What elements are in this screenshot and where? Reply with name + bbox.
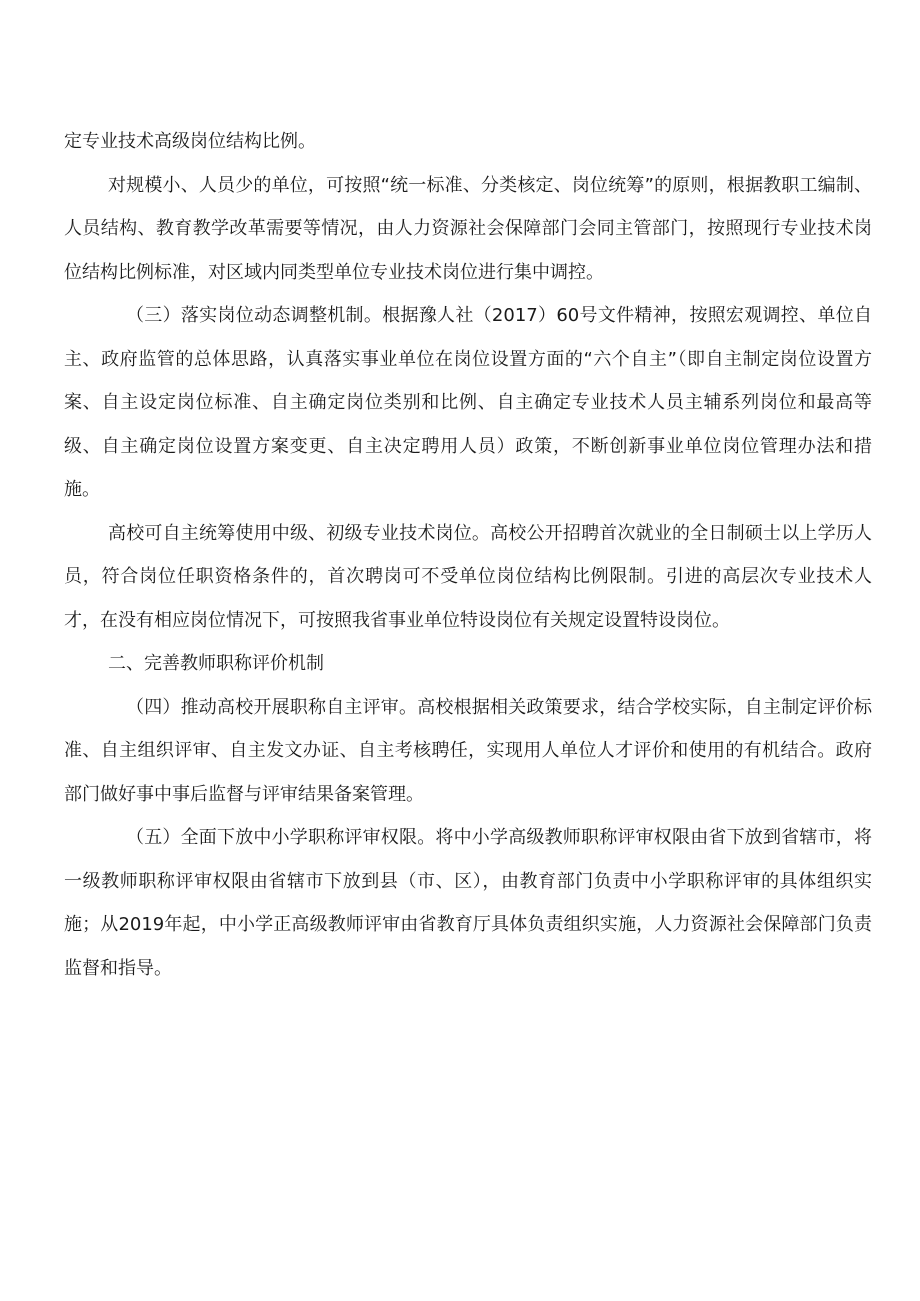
paragraph-section-five: （五）全面下放中小学职称评审权限。将中小学高级教师职称评审权限由省下放到省辖市，将一级教师职称评审权限由省辖市下放到县（市、区），由教育部门负责中小学职称评审的具体组织实施；从2019年起，中小学正高级教师评审由省教育厅具体负责组织实施，人力资源社会保障部门负责监督和指导。	[64, 827, 872, 979]
section-heading-two: 二、完善教师职称评价机制	[108, 653, 324, 674]
paragraph-universities: 高校可自主统筹使用中级、初级专业技术岗位。高校公开招聘首次就业的全日制硕士以上学历人员，符合岗位任职资格条件的，首次聘岗可不受单位岗位结构比例限制。引进的高层次专业技术人才，在没有相应岗位情况下，可按照我省事业单位特设岗位有关规定设置特设岗位。	[64, 522, 872, 631]
paragraph-small-units: 对规模小、人员少的单位，可按照“统一标准、分类核定、岗位统筹”的原则，根据教职工编制、人员结构、教育教学改革需要等情况，由人力资源社会保障部门会同主管部门，按照现行专业技术岗位结构比例标准，对区域内同类型单位专业技术岗位进行集中调控。	[64, 174, 872, 283]
paragraph-continuation: 定专业技术高级岗位结构比例。	[64, 131, 316, 152]
paragraph-section-three: （三）落实岗位动态调整机制。根据豫人社（2017）60号文件精神，按照宏观调控、单位自主、政府监管的总体思路，认真落实事业单位在岗位设置方面的“六个自主”（即自主制定岗位设置方案、自主设定岗位标准、自主确定岗位类别和比例、自主确定专业技术人员主辅系列岗位和最高等级、自主确定岗位设置方案变更、自主决定聘用人员）政策，不断创新事业单位岗位管理办法和措施。	[64, 305, 872, 500]
paragraph-section-four: （四）推动高校开展职称自主评审。高校根据相关政策要求，结合学校实际，自主制定评价标准、自主组织评审、自主发文办证、自主考核聘任，实现用人单位人才评价和使用的有机结合。政府部门做好事中事后监督与评审结果备案管理。	[64, 696, 872, 805]
